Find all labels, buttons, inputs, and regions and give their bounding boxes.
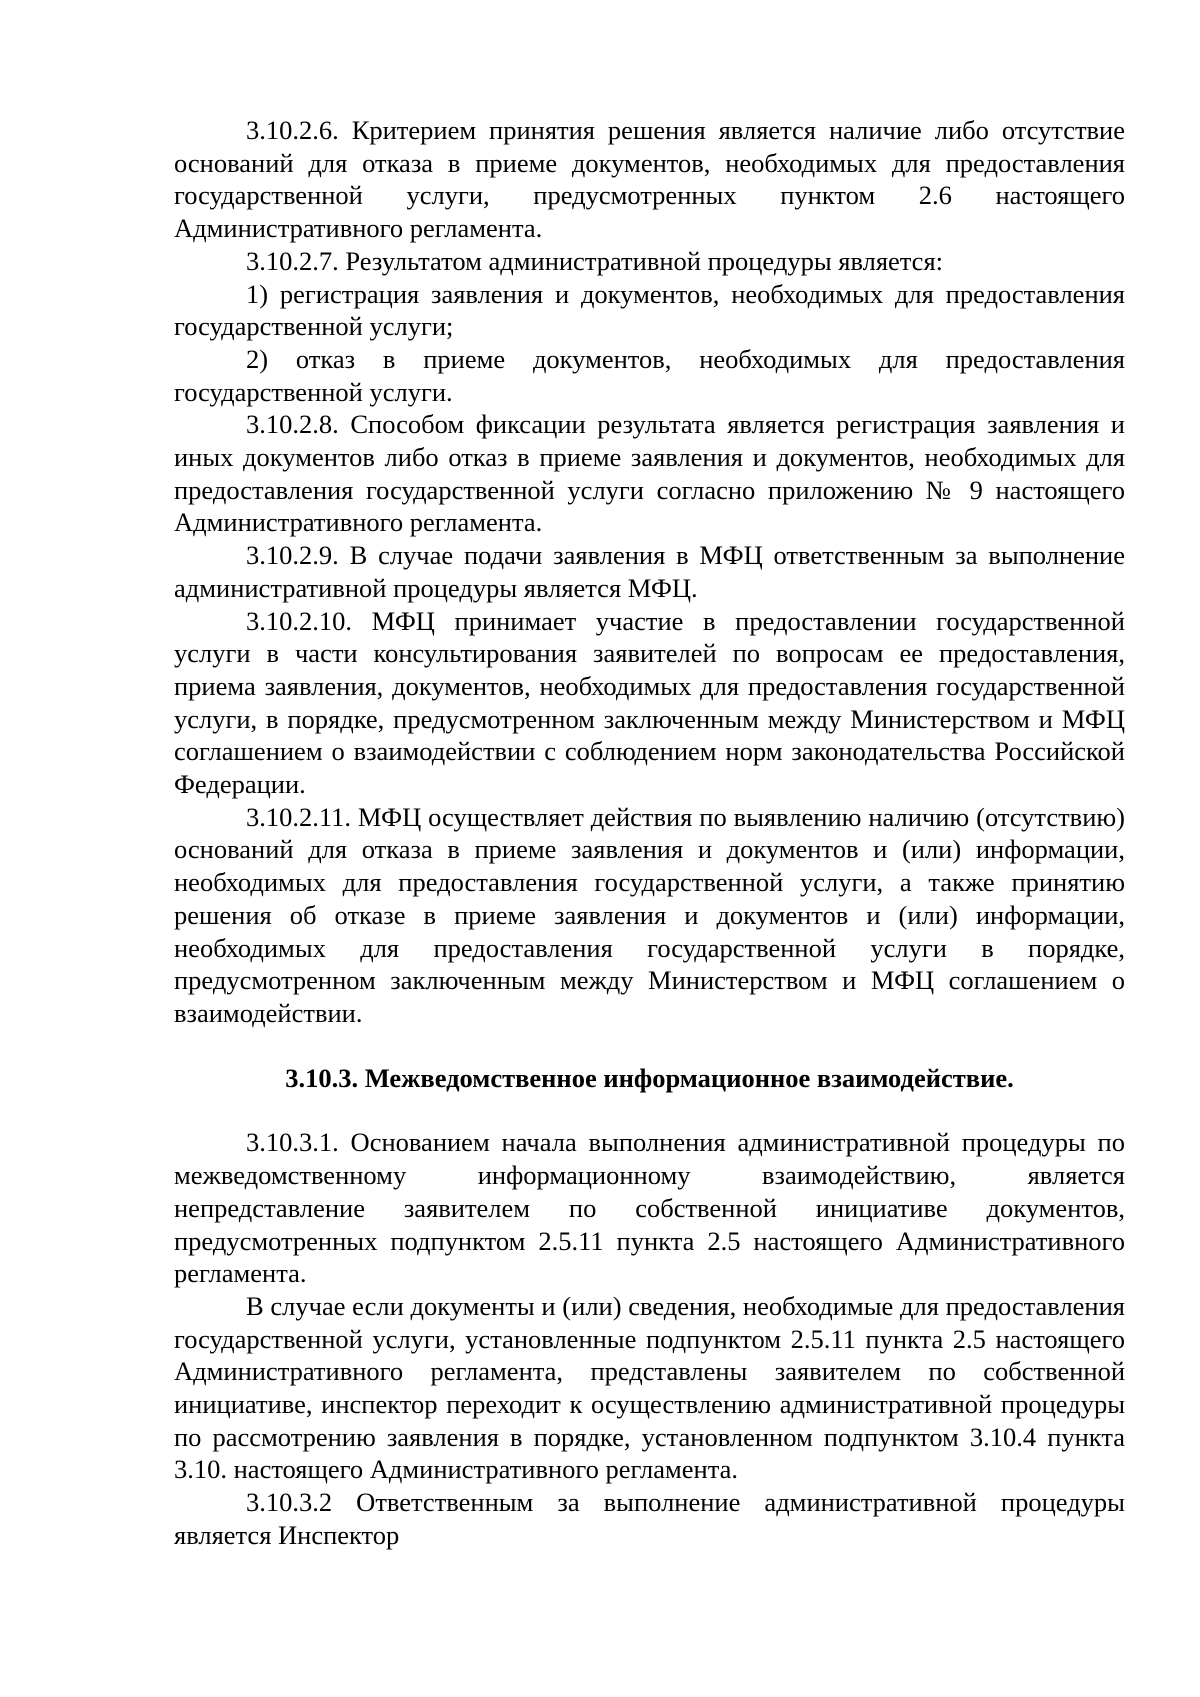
- paragraph-3-10-3-1: 3.10.3.1. Основанием начала выполнения административной процедуры по межведомственному информационному взаимодействию, является непредставление заявителем по собственной инициативе документов, предусмотренных подпунктом 2.5.11 пункта 2.5 настоящего Административного регламента.: [174, 1127, 1125, 1289]
- paragraph-3-10-2-6: 3.10.2.6. Критерием принятия решения является наличие либо отсутствие оснований для отказа в приеме документов, необходимых для предоставления государственной услуги, предусмотренных пунктом 2.6 настоящего Административного регламента.: [174, 115, 1125, 244]
- section-heading-3-10-3: 3.10.3. Межведомственное информационное взаимодействие.: [285, 1062, 1014, 1093]
- paragraph-provided-documents: В случае если документы и (или) сведения, необходимые для предоставления государственной услуги, установленные подпунктом 2.5.11 пункта 2.5 настоящего Административного регламента, представлены заявителем по собственной инициативе, инспектор переходит к осуществлению административной процедуры по рассмотрению заявления в порядке, установленном подпунктом 3.10.4 пункта 3.10. настоящего Административного регламента.: [174, 1290, 1125, 1485]
- paragraph-3-10-2-10: 3.10.2.10. МФЦ принимает участие в предоставлении государственной услуги в части консультирования заявителей по вопросам ее предоставления, приема заявления, документов, необходимых для предоставления государственной услуги, в порядке, предусмотренном заключенным между Министерством и МФЦ соглашением о взаимодействии с соблюдением норм законодательства Российской Федерации.: [174, 605, 1125, 800]
- paragraph-3-10-2-9: 3.10.2.9. В случае подачи заявления в МФЦ ответственным за выполнение административной процедуры является МФЦ.: [174, 540, 1125, 603]
- paragraph-3-10-2-8: 3.10.2.8. Способом фиксации результата является регистрация заявления и иных документов либо отказ в приеме заявления и документов, необходимых для предоставления государственной услуги согласно приложению № 9 настоящего Административного регламента.: [174, 409, 1125, 538]
- document-body: [174, 114, 1125, 1552]
- paragraph-3-10-2-11: 3.10.2.11. МФЦ осуществляет действия по выявлению наличию (отсутствию) оснований для отказа в приеме заявления и документов и (или) информации, необходимых для предоставления государственной услуги, а также принятию решения об отказе в приеме заявления и документов и (или) информации, необходимых для предоставления государственной услуги в порядке, предусмотренном заключенным между Министерством и МФЦ соглашением о взаимодействии.: [174, 801, 1125, 1028]
- paragraph-3-10-3-2: 3.10.3.2 Ответственным за выполнение административной процедуры является Инспектор: [174, 1487, 1125, 1550]
- paragraph-3-10-2-7: 3.10.2.7. Результатом административной процедуры является:: [246, 245, 943, 276]
- list-item-registration: 1) регистрация заявления и документов, необходимых для предоставления государственной услуги;: [174, 278, 1125, 342]
- list-item-refusal: 2) отказ в приеме документов, необходимых для предоставления государственной услуги.: [174, 343, 1125, 407]
